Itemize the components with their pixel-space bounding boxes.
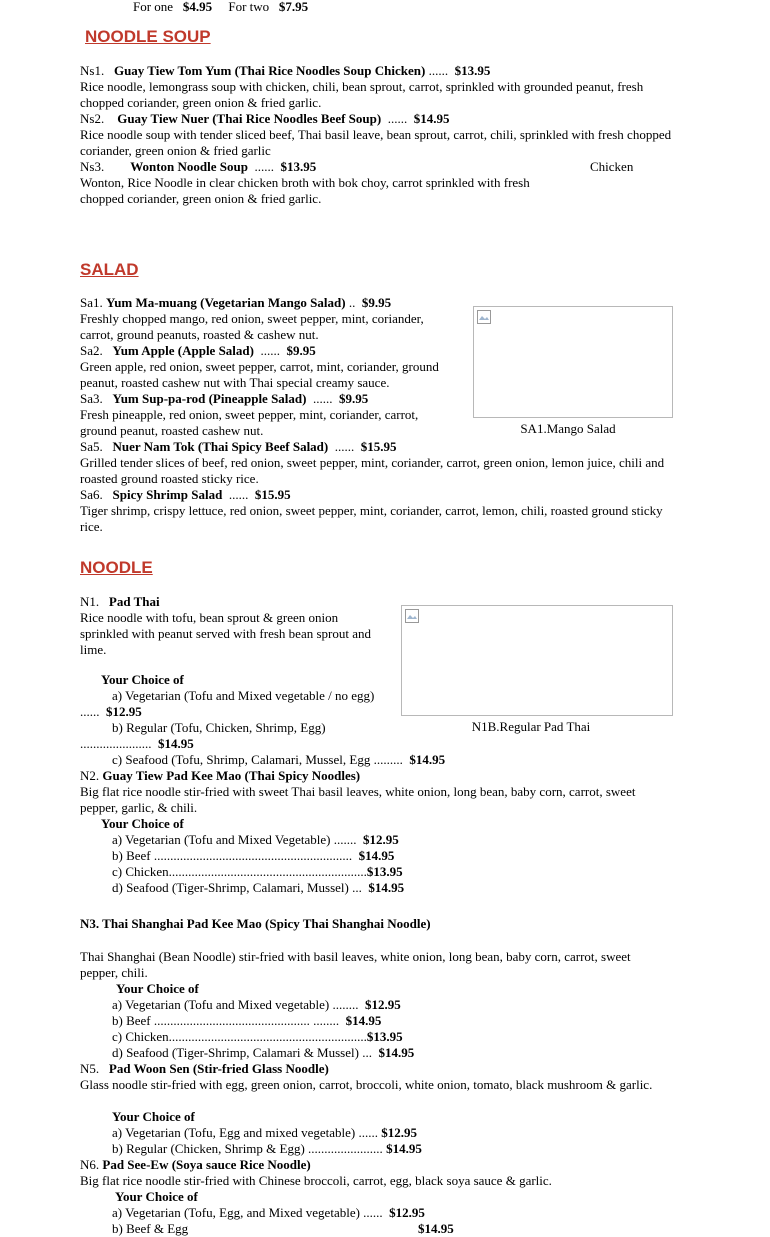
choice-price: $13.95 xyxy=(366,864,403,879)
item-dots: ...... xyxy=(387,111,408,126)
choice-b xyxy=(112,1013,381,1029)
item-dots: .. xyxy=(348,295,356,310)
item-price: $9.95 xyxy=(361,295,392,310)
menu-item-sa5 xyxy=(80,439,397,455)
item-code: Sa6. xyxy=(80,487,103,502)
choice-text: a) Vegetarian (Tofu and Mixed Vegetable) ....... xyxy=(112,832,357,847)
choice-text: d) Seafood (Tiger-Shrimp, Calamari, Mussel) ... xyxy=(112,880,362,895)
item-code: Ns1. xyxy=(80,63,105,78)
for-one-price: $4.95 xyxy=(182,0,213,14)
choice-text: b) Regular (Tofu, Chicken, Shrimp, Egg) xyxy=(112,720,326,735)
item-code: Sa1. xyxy=(80,295,103,310)
item-dots: ...... xyxy=(254,159,274,174)
choice-b xyxy=(112,848,394,864)
menu-item-ns1 xyxy=(80,63,490,79)
item-code: Sa3. xyxy=(80,391,103,406)
choice-text: d) Seafood (Tiger-Shrimp, Calamari & Mussel) ... xyxy=(112,1045,372,1060)
pad-thai-caption: N1B.Regular Pad Thai xyxy=(471,719,591,734)
item-description: Wonton, Rice Noodle in clear chicken broth with bok choy, carrot sprinkled with fresh chopped coriander, green onion & fried garlic. xyxy=(80,175,530,206)
salad-heading: SALAD xyxy=(80,260,139,279)
item-name: Yum Ma-muang (Vegetarian Mango Salad) xyxy=(106,295,346,310)
item-description: Green apple, red onion, sweet pepper, carrot, mint, coriander, ground peanut, roasted cashew nut with Thai special creamy sauce. xyxy=(80,359,439,390)
item-description: Rice noodle with tofu, bean sprout & green onion sprinkled with peanut served with fresh bean sprout and lime. xyxy=(80,610,371,657)
item-price: $9.95 xyxy=(286,343,316,358)
choice-label: Your Choice of xyxy=(101,816,184,831)
item-description: Rice noodle soup with tender sliced beef, Thai basil leave, bean sprout, carrot, chili, sprinkled with fresh chopped coriander, green onion & fried garlic xyxy=(80,127,672,158)
item-code: Sa2. xyxy=(80,343,103,358)
item-description: Thai Shanghai (Bean Noodle) stir-fried with basil leaves, white onion, long bean, baby corn, carrot, sweet pepper, chili. xyxy=(80,949,631,980)
choice-text: b) Beef & Egg xyxy=(112,1221,189,1236)
item-name: Guay Tiew Nuer (Thai Rice Noodles Beef Soup) xyxy=(117,111,382,126)
item-price: $15.95 xyxy=(360,439,397,454)
item-description: Grilled tender slices of beef, red onion, sweet pepper, mint, coriander, carrot, green onion, lemon juice, chili and roasted ground roasted sticky rice. xyxy=(80,455,665,486)
choice-text: a) Vegetarian (Tofu, Egg and mixed vegetable) ...... xyxy=(112,1125,378,1140)
item-code: N5. xyxy=(80,1061,100,1076)
choice-d xyxy=(112,880,404,896)
item-price: $9.95 xyxy=(338,391,369,406)
choice-price: $12.95 xyxy=(364,997,401,1012)
item-price: $13.95 xyxy=(454,63,491,78)
for-two-price: $7.95 xyxy=(278,0,309,14)
choice-price: $14.95 xyxy=(358,848,395,863)
item-code: Sa5. xyxy=(80,439,103,454)
menu-item-sa1 xyxy=(80,295,391,311)
menu-item-n1 xyxy=(80,594,160,610)
item-name: Yum Sup-pa-rod (Pineapple Salad) xyxy=(112,391,307,406)
choice-c xyxy=(112,1029,403,1045)
for-two-label: For two xyxy=(228,0,270,14)
item-description-start: Chicken xyxy=(590,159,634,174)
item-name: Pad Thai xyxy=(108,594,160,609)
choice-price: $12.95 xyxy=(106,704,142,719)
item-dots: ...... xyxy=(228,487,249,502)
menu-item-ns3 xyxy=(80,159,316,175)
choice-dots: ...................... xyxy=(80,736,152,751)
choice-label: Your Choice of xyxy=(112,1109,195,1124)
item-description: Freshly chopped mango, red onion, sweet pepper, mint, coriander, carrot, ground peanuts, roasted & cashew nut. xyxy=(80,311,424,342)
choice-a xyxy=(80,688,380,720)
mango-salad-caption: SA1.Mango Salad xyxy=(520,421,616,436)
choice-text: a) Vegetarian (Tofu and Mixed vegetable) ........ xyxy=(112,997,359,1012)
choice-price: $12.95 xyxy=(381,1125,417,1140)
item-name: Wonton Noodle Soup xyxy=(130,159,248,174)
item-code: N2. xyxy=(80,768,100,783)
menu-item-n3: N3. Thai Shanghai Pad Kee Mao (Spicy Thai Shanghai Noodle) xyxy=(80,916,431,931)
choice-label: Your Choice of xyxy=(116,981,199,996)
menu-item-n2 xyxy=(80,768,360,784)
menu-item-sa2 xyxy=(80,343,316,359)
choice-label: Your Choice of xyxy=(101,672,184,687)
item-code: Ns3. xyxy=(80,159,105,174)
menu-item-sa3 xyxy=(80,391,368,407)
choice-price: $13.95 xyxy=(366,1029,403,1044)
choice-c xyxy=(112,864,403,880)
choice-b-price-row xyxy=(80,736,194,752)
item-code: N6. xyxy=(80,1157,100,1172)
choice-b xyxy=(112,720,326,736)
choice-a xyxy=(112,1125,417,1141)
broken-image-icon xyxy=(404,608,420,624)
item-description: Tiger shrimp, crispy lettuce, red onion, sweet pepper, mint, coriander, carrot, lemon, chili, roasted ground sticky rice. xyxy=(80,503,663,534)
choice-price: $14.95 xyxy=(409,752,446,767)
choice-a xyxy=(112,1205,425,1221)
menu-item-sa6 xyxy=(80,487,291,503)
choice-text: c) Chicken............................................................. xyxy=(112,1029,367,1044)
item-name: Guay Tiew Tom Yum (Thai Rice Noodles Soup Chicken) xyxy=(113,63,426,78)
choice-text: b) Beef ................................................ ........ xyxy=(112,1013,340,1028)
pad-thai-image xyxy=(401,605,673,716)
item-description: Glass noodle stir-fried with egg, green onion, carrot, broccoli, white onion, tomato, black mushroom & garlic. xyxy=(80,1077,653,1092)
item-dots: ...... xyxy=(260,343,280,358)
item-dots: ...... xyxy=(428,63,449,78)
choice-price: $12.95 xyxy=(362,832,399,847)
choice-b xyxy=(112,1221,188,1237)
broken-image-icon xyxy=(476,309,492,325)
choice-price: $14.95 xyxy=(368,880,405,895)
item-name: Pad See-Ew (Soya sauce Rice Noodle) xyxy=(102,1157,311,1172)
item-name: Spicy Shrimp Salad xyxy=(112,487,223,502)
item-description: Big flat rice noodle stir-fried with sweet Thai basil leaves, white onion, long bean, baby corn, carrot, sweet pepper, garlic, & chili. xyxy=(80,784,636,815)
choice-text: c) Chicken............................................................. xyxy=(112,864,367,879)
item-price: $14.95 xyxy=(413,111,450,126)
mango-salad-image xyxy=(473,306,673,418)
item-price: $15.95 xyxy=(254,487,291,502)
for-one-row xyxy=(133,0,308,15)
choice-price: $14.95 xyxy=(418,1221,454,1236)
choice-text: b) Regular (Chicken, Shrimp & Egg) ....................... xyxy=(112,1141,383,1156)
for-one-label: For one xyxy=(133,0,174,14)
item-dots: ...... xyxy=(312,391,333,406)
choice-d xyxy=(112,1045,414,1061)
choice-a xyxy=(112,997,401,1013)
choice-text: b) Beef ............................................................. xyxy=(112,848,353,863)
menu-item-n6 xyxy=(80,1157,311,1173)
item-name: Guay Tiew Pad Kee Mao (Thai Spicy Noodles) xyxy=(102,768,361,783)
choice-c xyxy=(112,752,445,768)
item-name: Yum Apple (Apple Salad) xyxy=(112,343,254,358)
choice-text: a) Vegetarian (Tofu and Mixed vegetable / no egg) ...... xyxy=(80,688,375,719)
item-price: $13.95 xyxy=(280,159,317,174)
noodle-heading: NOODLE xyxy=(80,558,153,577)
item-description: Fresh pineapple, red onion, sweet pepper, mint, coriander, carrot, ground peanut, roasted cashew nut. xyxy=(80,407,419,438)
choice-price: $14.95 xyxy=(158,736,194,751)
choice-text: a) Vegetarian (Tofu, Egg, and Mixed vegetable) ...... xyxy=(112,1205,383,1220)
menu-item-n5 xyxy=(80,1061,329,1077)
noodle-soup-heading: NOODLE SOUP xyxy=(85,27,211,46)
item-name: Pad Woon Sen (Stir-fried Glass Noodle) xyxy=(108,1061,329,1076)
menu-item-ns2 xyxy=(80,111,449,127)
choice-price: $14.95 xyxy=(378,1045,415,1060)
choice-text: c) Seafood (Tofu, Shrimp, Calamari, Mussel, Egg ......... xyxy=(112,752,403,767)
choice-label: Your Choice of xyxy=(115,1189,198,1204)
item-description: Big flat rice noodle stir-fried with Chinese broccoli, carrot, egg, black soya sauce & garlic. xyxy=(80,1173,552,1188)
item-description: Rice noodle, lemongrass soup with chicken, chili, bean sprout, carrot, sprinkled with grounded peanut, fresh chopped coriander, green onion & fried garlic. xyxy=(80,79,644,110)
item-dots: ...... xyxy=(334,439,355,454)
choice-price: $14.95 xyxy=(386,1141,422,1156)
choice-price: $12.95 xyxy=(389,1205,425,1220)
item-code: Ns2. xyxy=(80,111,105,126)
item-name: Nuer Nam Tok (Thai Spicy Beef Salad) xyxy=(112,439,329,454)
item-code: N1. xyxy=(80,594,100,609)
choice-b xyxy=(112,1141,422,1157)
choice-a xyxy=(112,832,399,848)
choice-price: $14.95 xyxy=(345,1013,382,1028)
